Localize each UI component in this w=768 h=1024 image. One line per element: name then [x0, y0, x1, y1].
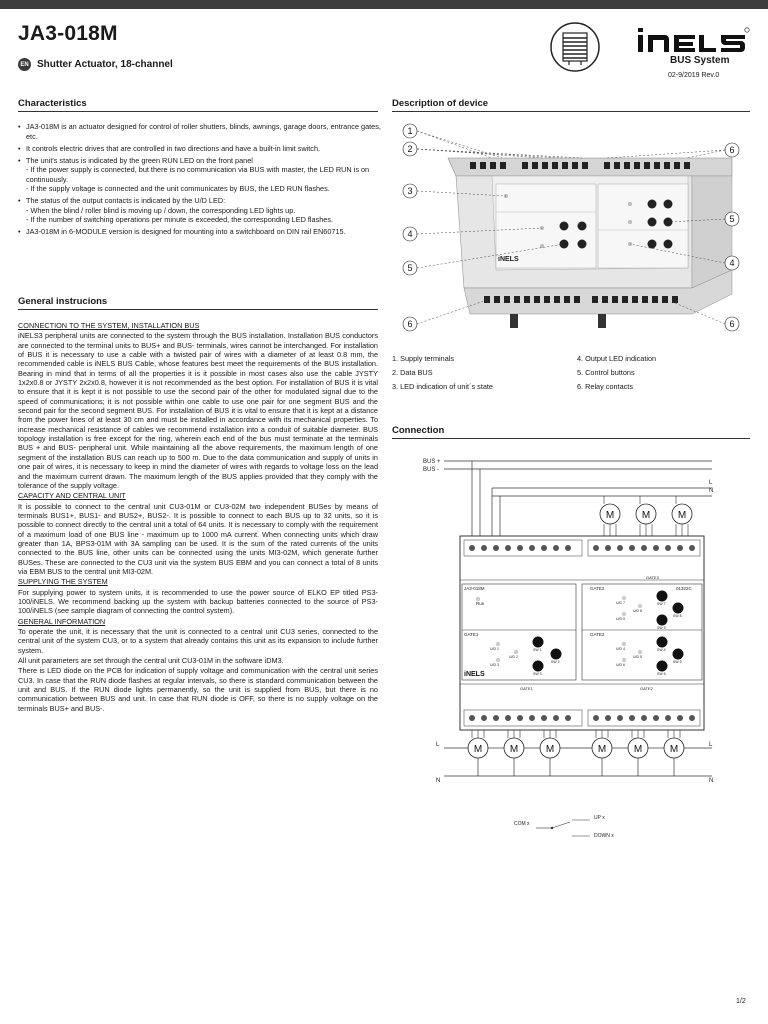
svg-text:6: 6	[729, 145, 735, 155]
section-subheading: GENERAL INFORMATION	[18, 616, 106, 626]
legend-item: 2. Data BUS	[392, 368, 433, 377]
svg-text:4: 4	[407, 229, 413, 239]
svg-text:M: M	[545, 744, 555, 755]
svg-text:BUS +: BUS +	[423, 459, 441, 465]
legend-item: 4. Output LED indication	[577, 354, 657, 363]
legend-item: 5. Control buttons	[577, 368, 635, 377]
svg-text:U/D 9: U/D 9	[616, 617, 625, 621]
brand-subtitle: BUS System	[670, 55, 730, 66]
svg-text:4: 4	[729, 258, 735, 268]
svg-text:SW 3: SW 3	[533, 672, 542, 676]
svg-text:SW 8: SW 8	[673, 614, 682, 618]
svg-text:SW 6: SW 6	[657, 672, 666, 676]
svg-text:L: L	[709, 742, 713, 748]
svg-text:U/D 5: U/D 5	[633, 655, 642, 659]
svg-text:U/D 2: U/D 2	[509, 655, 518, 659]
list-subitem: - When the blind / roller blind is moving up / down, the corresponding LED lights up.	[26, 205, 296, 215]
svg-text:M: M	[677, 510, 687, 521]
characteristics-list	[18, 122, 386, 239]
svg-text:SW 4: SW 4	[657, 648, 666, 652]
page-title: JA3-018M	[18, 22, 118, 45]
svg-text:M: M	[669, 744, 679, 755]
paragraph: All unit parameters are set through the central unit CU3-01M in the software iDM3.	[18, 656, 284, 666]
svg-text:U/D 1: U/D 1	[490, 647, 499, 651]
svg-text:6: 6	[407, 319, 413, 329]
general-heading: General instrucions	[18, 296, 108, 307]
subtitle-row	[18, 58, 173, 71]
section-subheading: SUPPLYING THE SYSTEM	[18, 577, 108, 587]
list-item: • It controls electric drives that are controlled in two directions and have a built-in limit switch.	[26, 144, 386, 154]
page-subtitle: Shutter Actuator, 18-channel	[37, 59, 173, 70]
svg-text:Run: Run	[476, 601, 485, 606]
list-subitem: - If the supply voltage is connected and the unit communicates by BUS, the LED RUN flashes.	[26, 184, 330, 193]
svg-text:U/D 7: U/D 7	[616, 601, 625, 605]
language-badge: EN	[18, 58, 31, 71]
characteristics-rule	[18, 111, 378, 112]
legend-item: 3. LED indication of unit´s state	[392, 382, 493, 391]
legend-item: 6. Relay contacts	[577, 382, 633, 391]
connection-diagram	[392, 448, 750, 848]
paragraph: There is LED diode on the PCB for indication of supply voltage and communication with the central unit series CU3. In case that the RUN diode flashes at regular intervals, so there is standard communication between the unit and BUS. If the RUN diode lights permanently, so the unit is supplied from BUS, but there is no communication between BUS and unit. In case that RUN diode is OFF, so there is no supply voltage on the terminals BUS+ and BUS-.	[18, 666, 378, 713]
device-brand-label: iNELS	[498, 256, 519, 263]
svg-text:01322C: 01322C	[676, 586, 692, 591]
svg-text:JA3-018M: JA3-018M	[464, 586, 485, 591]
svg-text:M: M	[509, 744, 519, 755]
svg-text:U/D 6: U/D 6	[616, 663, 625, 667]
svg-text:GATE1: GATE1	[520, 686, 533, 691]
svg-text:6: 6	[729, 319, 735, 329]
svg-text:GATE2: GATE2	[590, 586, 605, 591]
paragraph: For supplying power to system units, it is recommended to use the power source of ELKO EP titled PS3-100/iNELS. We recommend backing up the system with backup batteries connected to the source of PS3-100/iNELS (see sample diagram of connecting the control system).	[18, 587, 378, 616]
svg-text:GATE2: GATE2	[640, 686, 653, 691]
list-item: • The status of the output contacts is indicated by the U/D LED: - When the blind / roller blind is moving up / down, the corresponding LED lights up. - If the number of switching operations per minute is exceeded, the corresponding LED flashes.	[26, 196, 386, 225]
svg-text:SW 9: SW 9	[657, 626, 666, 630]
paragraph: To operate the unit, it is necessary that the unit is connected to a central unit CU3 series, connected to the central unit of the system CU3, or to a system that already contains this unit as its expansion to include further system.	[18, 627, 378, 655]
svg-text:5: 5	[729, 214, 735, 224]
svg-text:1: 1	[407, 126, 413, 136]
connection-rule	[392, 438, 750, 439]
svg-text:U/D 3: U/D 3	[490, 663, 499, 667]
description-heading: Description of device	[392, 98, 489, 109]
svg-text:M: M	[597, 744, 607, 755]
svg-text:U/D 4: U/D 4	[616, 647, 625, 651]
svg-text:2: 2	[407, 144, 413, 154]
svg-text:M: M	[641, 510, 651, 521]
list-item: • JA3-018M is an actuator designed for control of roller shutters, blinds, awnings, garage doors, entrance gates, etc.	[26, 122, 386, 141]
section-subheading: CONNECTION TO THE SYSTEM, INSTALLATION BUS	[18, 321, 200, 330]
svg-text:SW 7: SW 7	[657, 602, 666, 606]
description-rule	[392, 111, 750, 112]
svg-text:L: L	[436, 742, 440, 748]
svg-text:COM x: COM x	[514, 821, 530, 827]
svg-text:GATE1: GATE1	[464, 632, 479, 637]
list-subitem: - If the power supply is connected, but there is no communication via BUS with master, the LED RUN is on continuously.	[26, 165, 370, 184]
device-legend	[392, 352, 742, 394]
characteristics-heading: Characteristics	[18, 98, 87, 109]
svg-text:GATE2: GATE2	[590, 632, 605, 637]
svg-text:M: M	[605, 510, 615, 521]
paragraph: It is possible to connect to the central unit CU3-01M or CU3-02M two independent BUSes by means of terminals BUS1+, BUS1- and BUS2+, BUS2-. It is possible to connect to each BUS up to 32 units, so it is possible to connect directly to the central unit a total of 64 units. It is necessary to comply with the requirement of a maximum load of one BUS line - maximum up to 1000 mA current. When connecting units which draw greater than 1A, BPS3-01M with 3A sampling can be used. It is the sum of the rated currents of the units connected to the BUS line, other units can be connected using the units MI3-02M, which generate further BUSes. These are connected to the CU3 unit via the system BUS EBM and you can connect a total of 8 units via EBM BUS to the central unit MI3-02M.	[18, 501, 378, 576]
svg-text:GATE3: GATE3	[646, 575, 659, 580]
page-number: 1/2	[736, 998, 746, 1005]
general-instructions-body	[18, 320, 378, 714]
svg-text:U/D 8: U/D 8	[633, 609, 642, 613]
list-item: • The unit's status is indicated by the green RUN LED on the front panel - If the power supply is connected, but there is no communication via BUS with master, the LED RUN is on continuously. - If the supply voltage is connected and the unit communicates by BUS, the LED RUN flashes.	[26, 156, 386, 194]
svg-text:DOWN x: DOWN x	[594, 833, 614, 839]
svg-text:L: L	[709, 480, 713, 486]
shutter-product-icon	[545, 21, 605, 73]
general-rule	[18, 309, 378, 310]
document-revision: 02-9/2019 Rev.0	[668, 72, 720, 79]
inels-logo	[638, 27, 750, 53]
section-subheading: CAPACITY AND CENTRAL UNIT	[18, 491, 126, 501]
svg-text:UP x: UP x	[594, 815, 605, 821]
svg-text:M: M	[473, 744, 483, 755]
svg-text:SW 1: SW 1	[533, 648, 542, 652]
list-subitem: - If the number of switching operations per minute is exceeded, the corresponding LED flashes.	[26, 215, 334, 224]
svg-text:5: 5	[407, 263, 413, 273]
svg-text:N: N	[709, 778, 714, 784]
svg-text:N: N	[436, 778, 441, 784]
svg-text:iNELS: iNELS	[464, 671, 485, 678]
list-item: • JA3-018M in 6-MODULE version is designed for mounting into a switchboard on DIN rail EN60715.	[26, 227, 386, 237]
svg-text:M: M	[633, 744, 643, 755]
svg-text:3: 3	[407, 186, 413, 196]
connection-heading: Connection	[392, 425, 445, 436]
svg-text:SW 2: SW 2	[551, 660, 560, 664]
device-illustration	[392, 118, 750, 340]
svg-text:N: N	[709, 488, 714, 494]
legend-item: 1. Supply terminals	[392, 354, 455, 363]
top-bar	[0, 0, 768, 9]
svg-text:BUS -: BUS -	[423, 467, 440, 473]
paragraph: iNELS3 peripheral units are connected to the system through the BUS installation. Installation BUS conductors are connected to the terminal units to BUS+ and BUS- terminals, wires cannot be interchanged. For installation of BUS it is necessary to use a cable with a twisted pair of wires with a diameter of at least 0.8 mm, the recommended cable is iNELS BUS Cable, whose features best meet the requirements of the BUS installation. Bearing in mind that in terms of all the properties it is it possible in most cases also use the cable JYSTY 1x2x0.8 or JYSTY 2x2x0.8, however it is not recommended as the best option. For installation of BUS it is vital to ensure that it is kept it is not possible to use the second pair of the other for modulated signal due to the speed of communications; it is not possible within one cable to use one pair for one segment BUS and the second pair for the second segment BUS. For installation of BUS it is vital to ensure that it is kept at a distance from the power lines of at least 30 cm and must be installed in accordance with its mechanical properties. To increase mechanical resistance of cables we recommend installation into a conduit of suitable diameter. BUS topology installation is free except for the ring, wherein each end of the bus must terminate at the terminals BUS + and BUS- peripheral unit. While maintaining all the above requirements, the maximum length of one segment of the installation BUS can reach up to 500 m. Due to the data communication and supply of units in one pair of wires, it is necessary to keep in mind the diameter of wires with regards to voltage loss on the lead and the maximum current drawn. The maximum length of the BUS applies provided that they comply with the tolerance of the supply voltage.	[18, 331, 378, 490]
svg-text:SW 5: SW 5	[673, 660, 682, 664]
